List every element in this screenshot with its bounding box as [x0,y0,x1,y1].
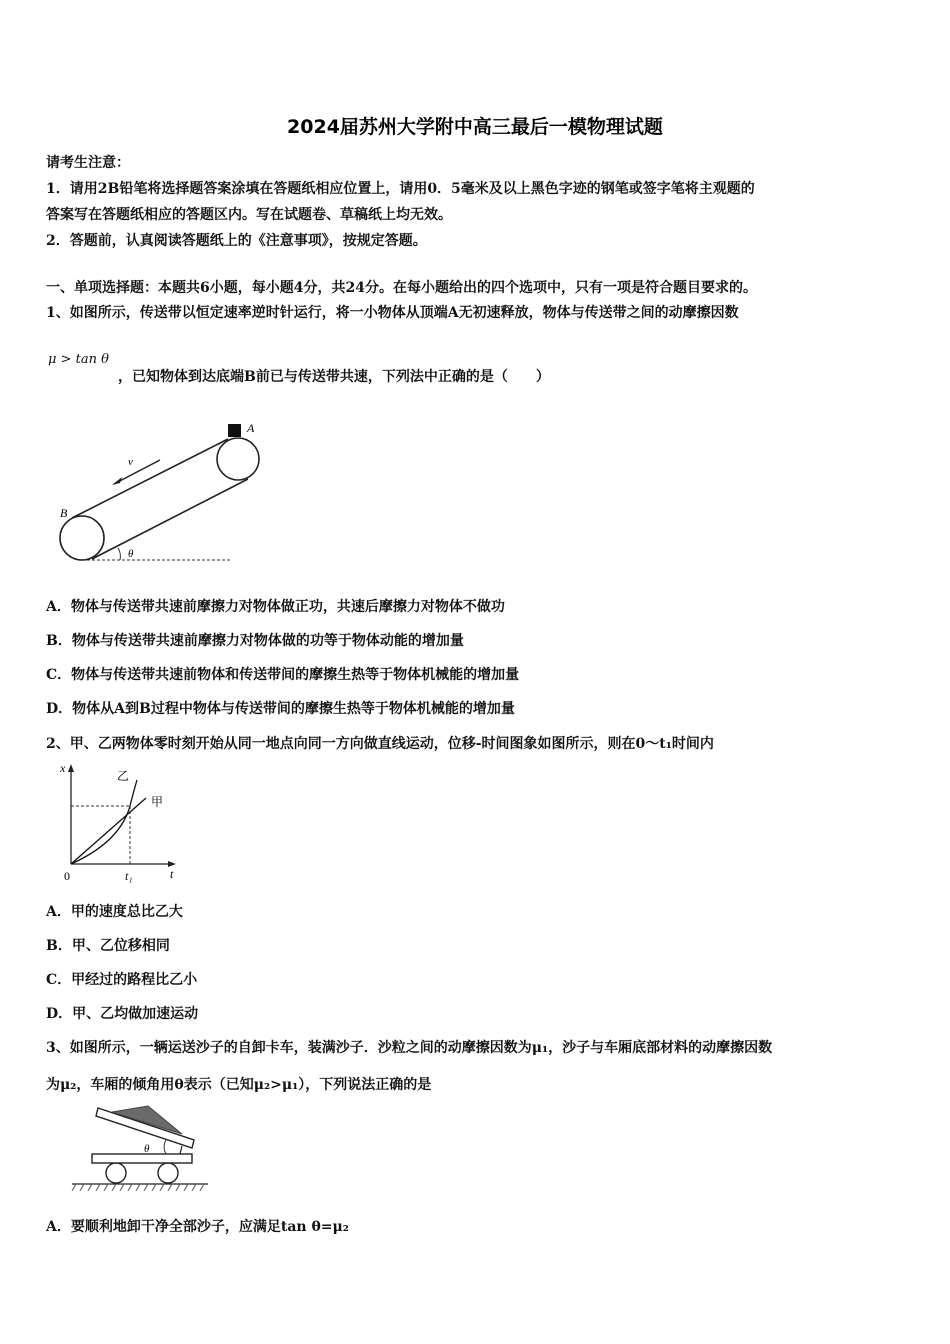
notice-item-2: 2．答题前，认真阅读答题纸上的《注意事项》，按规定答题。 [46,233,427,249]
page-title: 2024届苏州大学附中高三最后一模物理试题 [287,116,663,138]
label-t1: t₁ [125,869,133,883]
label-jia: 甲 [151,795,164,809]
label-origin: 0 [64,869,70,883]
xt-graph-figure [54,758,189,886]
q1-option-a: A．物体与传送带共速前摩擦力对物体做正功，共速后摩擦力对物体不做功 [46,599,505,615]
label-B: B [60,506,68,520]
q2-option-a: A．甲的速度总比乙大 [46,904,183,920]
notice-item-1-cont: 答案写在答题纸相应的答题区内。写在试题卷、草稿纸上均无效。 [46,207,452,223]
notice-heading: 请考生注意： [46,155,130,171]
q1-formula: μ > tan θ [48,352,109,367]
label-yi: 乙 [117,769,130,783]
q2-option-c: C．甲经过的路程比乙小 [46,972,198,988]
q1-stem-line2: ，已知物体到达底端B前已与传送带共速，下列法中正确的是（ ） [118,369,550,385]
q3-stem-line1: 3、如图所示，一辆运送沙子的自卸卡车，装满沙子．沙粒之间的动摩擦因数为μ₁，沙子与车厢底部材料的动摩擦因数 [46,1040,773,1056]
conveyor-belt-figure [52,418,267,568]
q1-stem-line1: 1、如图所示，传送带以恒定速率逆时针运行，将一小物体从顶端A无初速释放，物体与传送带之间的动摩擦因数 [46,305,739,321]
q1-option-b: B．物体与传送带共速前摩擦力对物体做的功等于物体动能的增加量 [46,633,464,649]
q1-option-c: C．物体与传送带共速前物体和传送带间的摩擦生热等于物体机械能的增加量 [46,667,520,683]
dump-truck-figure [70,1102,212,1194]
label-theta-truck: θ [144,1143,150,1155]
label-theta: θ [128,548,134,560]
section-heading: 一、单项选择题：本题共6小题，每小题4分，共24分。在每小题给出的四个选项中，只有一项是符合题目要求的。 [46,280,757,296]
q1-option-d: D．物体从A到B过程中物体与传送带间的摩擦生热等于物体机械能的增加量 [46,701,515,717]
label-x-axis: x [60,761,66,775]
q2-option-d: D．甲、乙均做加速运动 [46,1006,199,1022]
q3-option-a: A．要顺利地卸干净全部沙子，应满足tan θ=μ₂ [46,1219,349,1235]
label-v: v [128,456,133,468]
notice-item-1: 1．请用2B铅笔将选择题答案涂填在答题纸相应位置上，请用0．5毫米及以上黑色字迹的钢笔或签字笔将主观题的 [46,181,755,197]
label-t-axis: t [170,867,174,881]
q2-stem: 2、甲、乙两物体零时刻开始从同一地点向同一方向做直线运动，位移-时间图象如图所示，则在0～t₁时间内 [46,736,714,752]
label-A: A [247,421,255,435]
q2-option-b: B．甲、乙位移相同 [46,938,170,954]
q3-stem-line2: 为μ₂，车厢的倾角用θ表示（已知μ₂>μ₁），下列说法正确的是 [46,1077,432,1093]
